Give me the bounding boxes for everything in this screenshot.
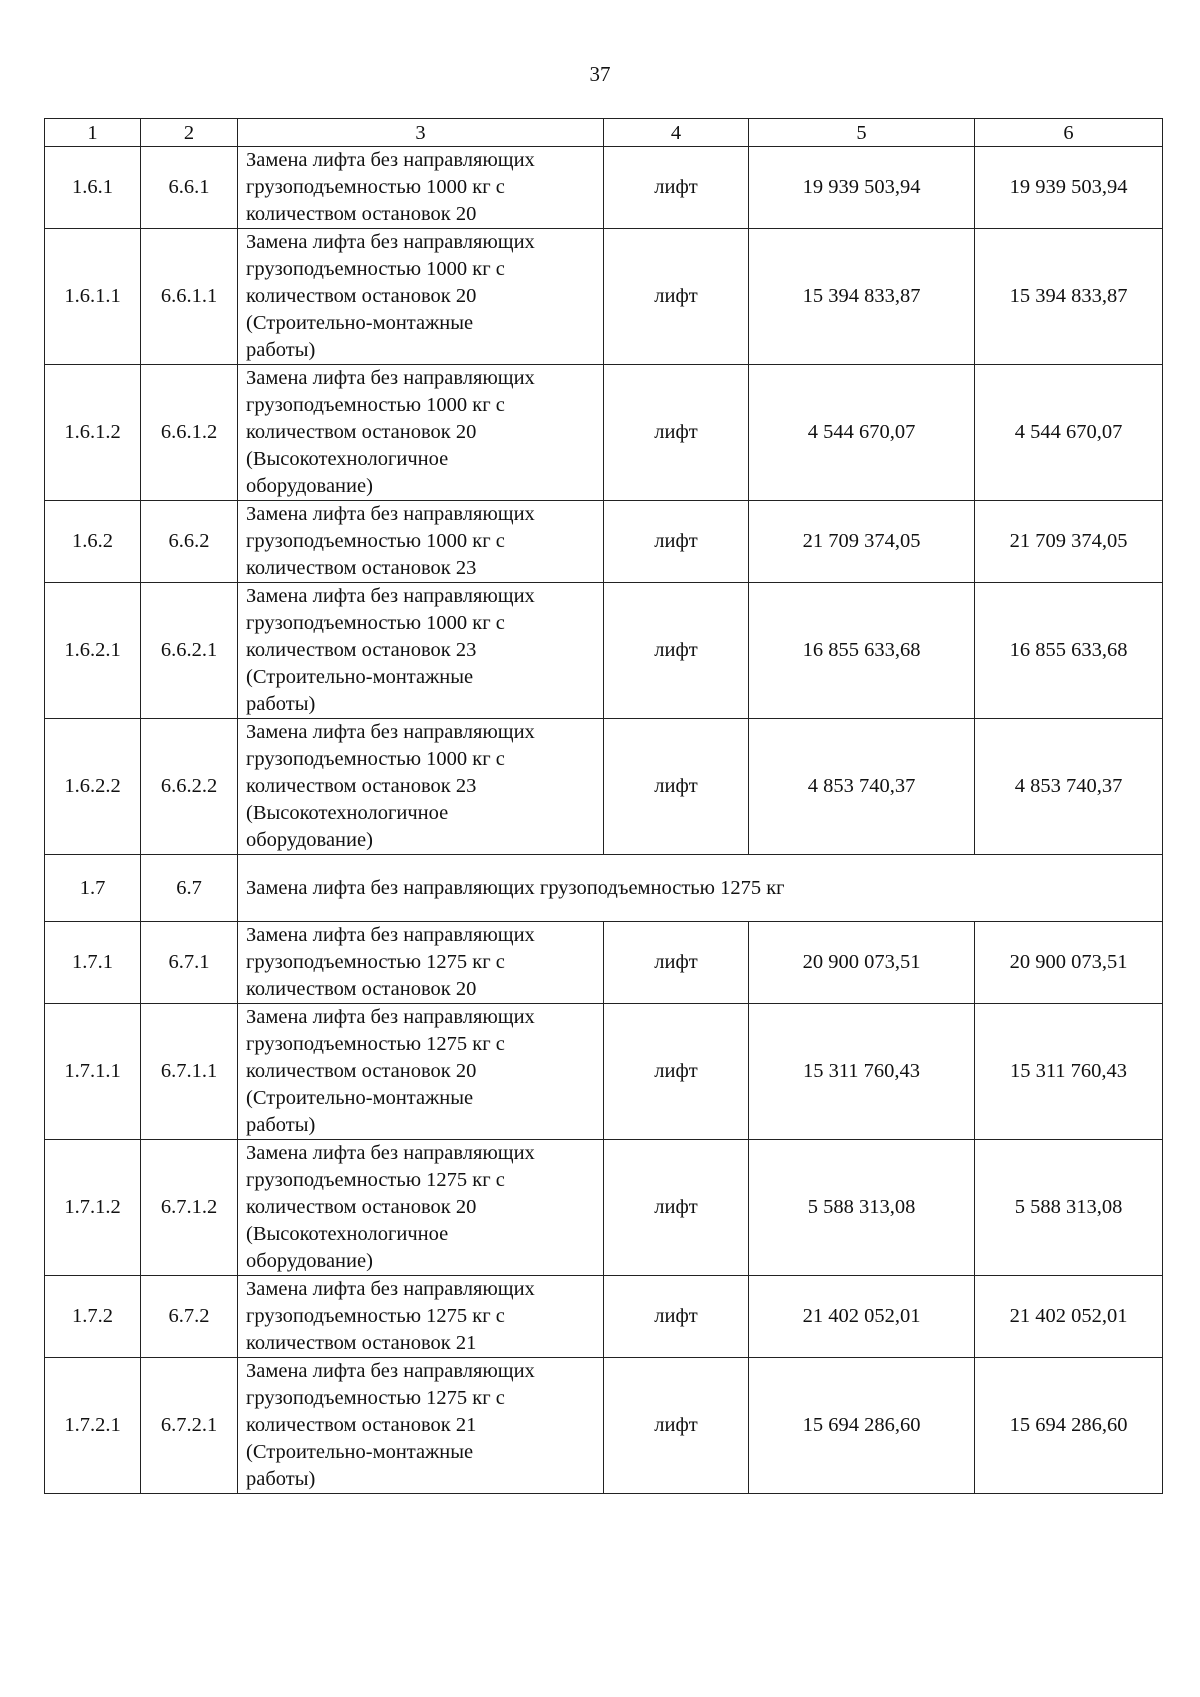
section-description-cell: Замена лифта без направляющих грузоподъемностью 1275 кг (238, 855, 1163, 922)
description-line: (Высокотехнологичное (246, 802, 449, 824)
header-cell-5: 5 (749, 119, 975, 147)
row-code-cell: 6.6.1 (141, 147, 238, 229)
row-code-cell: 6.6.2.1 (141, 583, 238, 719)
value-cell-5: 16 855 633,68 (749, 583, 975, 719)
description-line: грузоподъемностью 1000 кг с (246, 394, 505, 416)
description-line: количеством остановок 21 (246, 1414, 477, 1436)
description-line: количеством остановок 20 (246, 1196, 477, 1218)
row-number-cell: 1.7.1 (45, 922, 141, 1004)
row-number-cell: 1.7 (45, 855, 141, 922)
description-cell (238, 1276, 604, 1358)
description-line: количеством остановок 20 (246, 421, 477, 443)
header-cell-3: 3 (238, 119, 604, 147)
description-line: количеством остановок 20 (246, 203, 477, 225)
row-code-cell: 6.7 (141, 855, 238, 922)
row-code-cell: 6.6.1.2 (141, 365, 238, 501)
row-code-cell: 6.7.2 (141, 1276, 238, 1358)
value-cell-6: 15 311 760,43 (975, 1004, 1163, 1140)
table-row (45, 1358, 1163, 1494)
description-cell (238, 1140, 604, 1276)
description-cell (238, 501, 604, 583)
description-line: количеством остановок 20 (246, 978, 477, 1000)
value-cell-5: 4 853 740,37 (749, 719, 975, 855)
row-number-cell: 1.7.2.1 (45, 1358, 141, 1494)
table-row (45, 147, 1163, 229)
table-row (45, 719, 1163, 855)
description-line: количеством остановок 23 (246, 639, 477, 661)
value-cell-5: 15 394 833,87 (749, 229, 975, 365)
unit-cell: лифт (604, 719, 749, 855)
description-cell (238, 147, 604, 229)
description-line: Замена лифта без направляющих (246, 721, 535, 743)
description-line: оборудование) (246, 475, 373, 497)
value-cell-5: 21 709 374,05 (749, 501, 975, 583)
row-number-cell: 1.6.1.2 (45, 365, 141, 501)
value-cell-5: 15 694 286,60 (749, 1358, 975, 1494)
description-cell (238, 583, 604, 719)
value-cell-6: 4 853 740,37 (975, 719, 1163, 855)
row-number-cell: 1.6.2.2 (45, 719, 141, 855)
value-cell-6: 16 855 633,68 (975, 583, 1163, 719)
unit-cell: лифт (604, 1004, 749, 1140)
description-line: работы) (246, 1468, 316, 1490)
description-line: Замена лифта без направляющих (246, 924, 535, 946)
description-line: грузоподъемностью 1000 кг с (246, 748, 505, 770)
row-code-cell: 6.6.2 (141, 501, 238, 583)
unit-cell: лифт (604, 501, 749, 583)
description-line: количеством остановок 23 (246, 557, 477, 579)
description-line: количеством остановок 21 (246, 1332, 477, 1354)
header-cell-1: 1 (45, 119, 141, 147)
description-line: Замена лифта без направляющих (246, 231, 535, 253)
table-row (45, 583, 1163, 719)
description-line: (Строительно-монтажные (246, 312, 474, 334)
description-line: (Строительно-монтажные (246, 1441, 474, 1463)
unit-cell: лифт (604, 922, 749, 1004)
description-cell (238, 922, 604, 1004)
description-line: (Строительно-монтажные (246, 1087, 474, 1109)
unit-cell: лифт (604, 147, 749, 229)
description-line: оборудование) (246, 829, 373, 851)
table-row (45, 229, 1163, 365)
value-cell-6: 15 394 833,87 (975, 229, 1163, 365)
unit-cell: лифт (604, 365, 749, 501)
row-code-cell: 6.7.1.2 (141, 1140, 238, 1276)
row-number-cell: 1.6.2 (45, 501, 141, 583)
price-table (44, 118, 1163, 1494)
description-line: Замена лифта без направляющих (246, 1278, 535, 1300)
description-line: грузоподъемностью 1000 кг с (246, 530, 505, 552)
header-cell-2: 2 (141, 119, 238, 147)
description-line: Замена лифта без направляющих (246, 1006, 535, 1028)
row-code-cell: 6.6.1.1 (141, 229, 238, 365)
header-cell-6: 6 (975, 119, 1163, 147)
table-row (45, 1140, 1163, 1276)
table-row (45, 922, 1163, 1004)
value-cell-5: 20 900 073,51 (749, 922, 975, 1004)
unit-cell: лифт (604, 229, 749, 365)
description-cell (238, 1358, 604, 1494)
row-code-cell: 6.7.1.1 (141, 1004, 238, 1140)
description-line: работы) (246, 339, 316, 361)
value-cell-5: 21 402 052,01 (749, 1276, 975, 1358)
description-line: грузоподъемностью 1000 кг с (246, 258, 505, 280)
row-number-cell: 1.7.1.2 (45, 1140, 141, 1276)
description-line: (Строительно-монтажные (246, 666, 474, 688)
table-row (45, 365, 1163, 501)
description-line: работы) (246, 693, 316, 715)
table-row (45, 1276, 1163, 1358)
description-line: Замена лифта без направляющих (246, 149, 535, 171)
description-line: Замена лифта без направляющих (246, 1360, 535, 1382)
description-line: (Высокотехнологичное (246, 448, 449, 470)
description-line: Замена лифта без направляющих (246, 585, 535, 607)
value-cell-6: 15 694 286,60 (975, 1358, 1163, 1494)
section-row (45, 855, 1163, 922)
description-line: грузоподъемностью 1275 кг с (246, 1305, 505, 1327)
description-line: грузоподъемностью 1275 кг с (246, 1033, 505, 1055)
value-cell-6: 21 709 374,05 (975, 501, 1163, 583)
description-cell (238, 1004, 604, 1140)
unit-cell: лифт (604, 1358, 749, 1494)
row-code-cell: 6.7.1 (141, 922, 238, 1004)
value-cell-6: 4 544 670,07 (975, 365, 1163, 501)
description-line: Замена лифта без направляющих (246, 1142, 535, 1164)
description-cell (238, 719, 604, 855)
table-row (45, 501, 1163, 583)
row-number-cell: 1.7.2 (45, 1276, 141, 1358)
value-cell-6: 20 900 073,51 (975, 922, 1163, 1004)
description-line: количеством остановок 23 (246, 775, 477, 797)
description-line: грузоподъемностью 1000 кг с (246, 176, 505, 198)
description-cell (238, 229, 604, 365)
value-cell-6: 5 588 313,08 (975, 1140, 1163, 1276)
row-code-cell: 6.7.2.1 (141, 1358, 238, 1494)
header-cell-4: 4 (604, 119, 749, 147)
description-line: оборудование) (246, 1250, 373, 1272)
description-line: работы) (246, 1114, 316, 1136)
value-cell-5: 15 311 760,43 (749, 1004, 975, 1140)
table-body (45, 119, 1163, 1494)
table-row (45, 1004, 1163, 1140)
description-line: (Высокотехнологичное (246, 1223, 449, 1245)
description-line: грузоподъемностью 1000 кг с (246, 612, 505, 634)
description-line: грузоподъемностью 1275 кг с (246, 951, 505, 973)
value-cell-6: 21 402 052,01 (975, 1276, 1163, 1358)
value-cell-6: 19 939 503,94 (975, 147, 1163, 229)
value-cell-5: 4 544 670,07 (749, 365, 975, 501)
value-cell-5: 19 939 503,94 (749, 147, 975, 229)
description-line: Замена лифта без направляющих (246, 503, 535, 525)
description-line: грузоподъемностью 1275 кг с (246, 1387, 505, 1409)
row-number-cell: 1.6.2.1 (45, 583, 141, 719)
table-header-row (45, 119, 1163, 147)
unit-cell: лифт (604, 583, 749, 719)
unit-cell: лифт (604, 1276, 749, 1358)
description-cell (238, 365, 604, 501)
row-number-cell: 1.7.1.1 (45, 1004, 141, 1140)
description-line: грузоподъемностью 1275 кг с (246, 1169, 505, 1191)
description-line: количеством остановок 20 (246, 1060, 477, 1082)
row-number-cell: 1.6.1 (45, 147, 141, 229)
row-number-cell: 1.6.1.1 (45, 229, 141, 365)
value-cell-5: 5 588 313,08 (749, 1140, 975, 1276)
description-line: количеством остановок 20 (246, 285, 477, 307)
unit-cell: лифт (604, 1140, 749, 1276)
page-number: 37 (589, 62, 611, 86)
row-code-cell: 6.6.2.2 (141, 719, 238, 855)
description-line: Замена лифта без направляющих (246, 367, 535, 389)
